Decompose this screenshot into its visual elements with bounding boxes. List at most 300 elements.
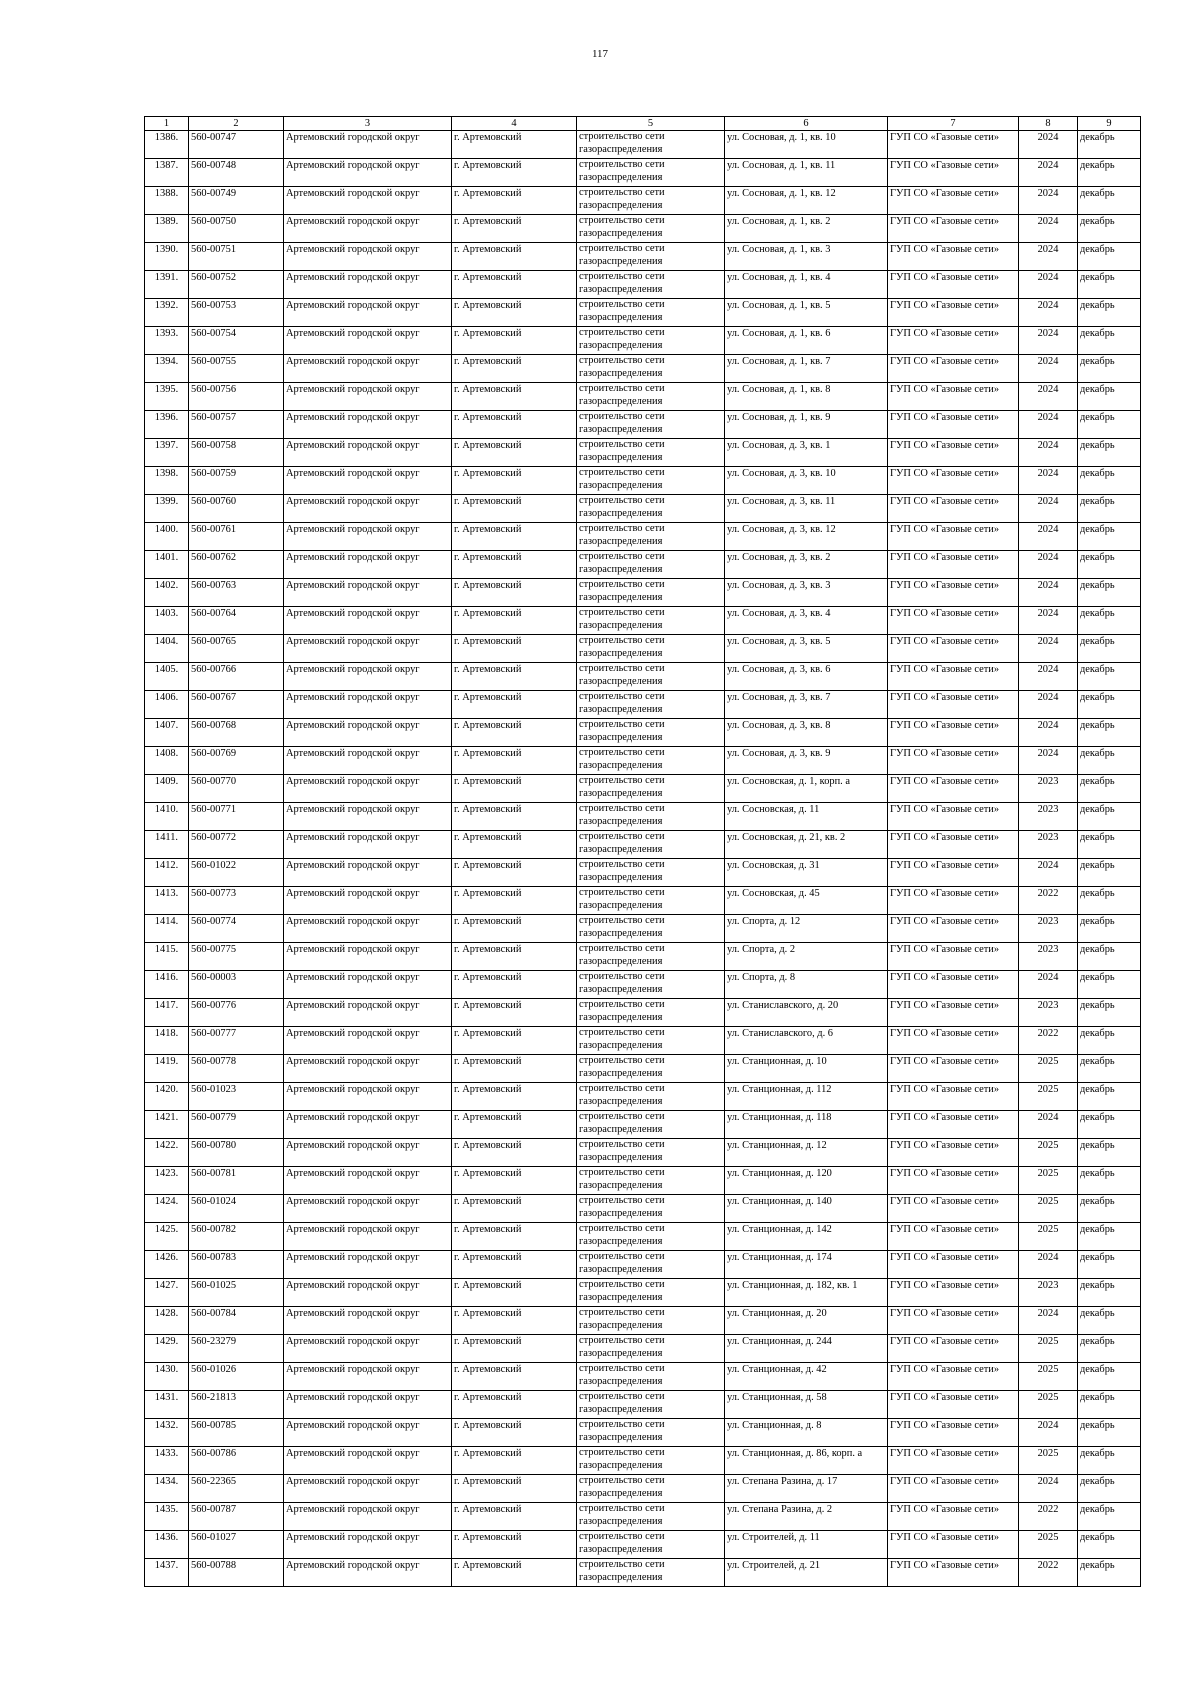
cell-settlement: г. Артемовский: [452, 1307, 577, 1335]
cell-year: 2023: [1019, 999, 1078, 1027]
cell-year: 2024: [1019, 1307, 1078, 1335]
cell-month: декабрь: [1078, 1391, 1141, 1419]
cell-work-type: строительство сети газораспределения: [577, 215, 725, 243]
cell-work-type: строительство сети газораспределения: [577, 1531, 725, 1559]
cell-month: декабрь: [1078, 579, 1141, 607]
cell-work-type: строительство сети газораспределения: [577, 999, 725, 1027]
cell-address: ул. Сосновая, д. 3, кв. 3: [725, 579, 888, 607]
cell-month: декабрь: [1078, 1055, 1141, 1083]
cell-work-type: строительство сети газораспределения: [577, 159, 725, 187]
cell-settlement: г. Артемовский: [452, 1559, 577, 1587]
cell-address: ул. Сосновая, д. 3, кв. 12: [725, 523, 888, 551]
cell-organization: ГУП СО «Газовые сети»: [888, 495, 1019, 523]
cell-municipality: Артемовский городской округ: [284, 579, 452, 607]
cell-row-number: 1394.: [145, 355, 189, 383]
cell-row-number: 1391.: [145, 271, 189, 299]
cell-work-type: строительство сети газораспределения: [577, 187, 725, 215]
cell-row-number: 1418.: [145, 1027, 189, 1055]
cell-month: декабрь: [1078, 439, 1141, 467]
cell-month: декабрь: [1078, 1195, 1141, 1223]
cell-month: декабрь: [1078, 859, 1141, 887]
cell-year: 2024: [1019, 971, 1078, 999]
cell-work-type: строительство сети газораспределения: [577, 663, 725, 691]
cell-year: 2024: [1019, 131, 1078, 159]
cell-work-type: строительство сети газораспределения: [577, 1363, 725, 1391]
cell-settlement: г. Артемовский: [452, 439, 577, 467]
cell-municipality: Артемовский городской округ: [284, 131, 452, 159]
cell-month: декабрь: [1078, 383, 1141, 411]
cell-work-type: строительство сети газораспределения: [577, 299, 725, 327]
cell-month: декабрь: [1078, 1167, 1141, 1195]
cell-row-number: 1409.: [145, 775, 189, 803]
cell-address: ул. Станционная, д. 86, корп. а: [725, 1447, 888, 1475]
cell-settlement: г. Артемовский: [452, 607, 577, 635]
cell-address: ул. Сосновая, д. 1, кв. 6: [725, 327, 888, 355]
cell-year: 2024: [1019, 467, 1078, 495]
cell-organization: ГУП СО «Газовые сети»: [888, 1167, 1019, 1195]
cell-settlement: г. Артемовский: [452, 1139, 577, 1167]
cell-address: ул. Строителей, д. 11: [725, 1531, 888, 1559]
column-header-7: 7: [888, 117, 1019, 131]
cell-row-number: 1408.: [145, 747, 189, 775]
cell-organization: ГУП СО «Газовые сети»: [888, 467, 1019, 495]
cell-work-type: строительство сети газораспределения: [577, 943, 725, 971]
cell-settlement: г. Артемовский: [452, 943, 577, 971]
cell-address: ул. Сосновая, д. 3, кв. 9: [725, 747, 888, 775]
cell-organization: ГУП СО «Газовые сети»: [888, 439, 1019, 467]
cell-address: ул. Станционная, д. 20: [725, 1307, 888, 1335]
table-row: [145, 1531, 1141, 1559]
cell-month: декабрь: [1078, 635, 1141, 663]
cell-month: декабрь: [1078, 607, 1141, 635]
cell-row-number: 1431.: [145, 1391, 189, 1419]
cell-object-code: 560-00748: [189, 159, 284, 187]
cell-work-type: строительство сети газораспределения: [577, 1167, 725, 1195]
cell-municipality: Артемовский городской округ: [284, 1223, 452, 1251]
cell-object-code: 560-00773: [189, 887, 284, 915]
cell-work-type: строительство сети газораспределения: [577, 719, 725, 747]
cell-settlement: г. Артемовский: [452, 747, 577, 775]
cell-organization: ГУП СО «Газовые сети»: [888, 719, 1019, 747]
column-header-5: 5: [577, 117, 725, 131]
cell-year: 2025: [1019, 1335, 1078, 1363]
cell-address: ул. Сосновая, д. 3, кв. 1: [725, 439, 888, 467]
cell-object-code: 560-00750: [189, 215, 284, 243]
cell-address: ул. Станиславского, д. 6: [725, 1027, 888, 1055]
cell-object-code: 560-00767: [189, 691, 284, 719]
cell-address: ул. Сосновая, д. 3, кв. 6: [725, 663, 888, 691]
cell-year: 2024: [1019, 1475, 1078, 1503]
cell-settlement: г. Артемовский: [452, 1279, 577, 1307]
cell-municipality: Артемовский городской округ: [284, 523, 452, 551]
cell-row-number: 1401.: [145, 551, 189, 579]
cell-organization: ГУП СО «Газовые сети»: [888, 271, 1019, 299]
cell-organization: ГУП СО «Газовые сети»: [888, 243, 1019, 271]
cell-work-type: строительство сети газораспределения: [577, 327, 725, 355]
cell-month: декабрь: [1078, 663, 1141, 691]
table-row: [145, 159, 1141, 187]
cell-year: 2024: [1019, 1419, 1078, 1447]
cell-settlement: г. Артемовский: [452, 271, 577, 299]
cell-organization: ГУП СО «Газовые сети»: [888, 775, 1019, 803]
cell-municipality: Артемовский городской округ: [284, 355, 452, 383]
cell-row-number: 1399.: [145, 495, 189, 523]
cell-row-number: 1402.: [145, 579, 189, 607]
cell-object-code: 560-00003: [189, 971, 284, 999]
cell-address: ул. Строителей, д. 21: [725, 1559, 888, 1587]
cell-row-number: 1412.: [145, 859, 189, 887]
cell-address: ул. Станционная, д. 182, кв. 1: [725, 1279, 888, 1307]
table-row: [145, 691, 1141, 719]
cell-year: 2024: [1019, 439, 1078, 467]
cell-municipality: Артемовский городской округ: [284, 775, 452, 803]
table-row: [145, 803, 1141, 831]
cell-object-code: 560-00771: [189, 803, 284, 831]
cell-row-number: 1400.: [145, 523, 189, 551]
table-row: [145, 1559, 1141, 1587]
cell-year: 2024: [1019, 271, 1078, 299]
cell-row-number: 1417.: [145, 999, 189, 1027]
cell-settlement: г. Артемовский: [452, 1503, 577, 1531]
table-row: [145, 1335, 1141, 1363]
cell-object-code: 560-01023: [189, 1083, 284, 1111]
cell-organization: ГУП СО «Газовые сети»: [888, 607, 1019, 635]
cell-municipality: Артемовский городской округ: [284, 1139, 452, 1167]
cell-organization: ГУП СО «Газовые сети»: [888, 299, 1019, 327]
cell-municipality: Артемовский городской округ: [284, 1055, 452, 1083]
cell-work-type: строительство сети газораспределения: [577, 1223, 725, 1251]
cell-year: 2025: [1019, 1195, 1078, 1223]
cell-organization: ГУП СО «Газовые сети»: [888, 1055, 1019, 1083]
cell-object-code: 560-01026: [189, 1363, 284, 1391]
column-header-4: 4: [452, 117, 577, 131]
cell-month: декабрь: [1078, 1559, 1141, 1587]
table-row: [145, 971, 1141, 999]
cell-row-number: 1435.: [145, 1503, 189, 1531]
cell-organization: ГУП СО «Газовые сети»: [888, 663, 1019, 691]
column-header-6: 6: [725, 117, 888, 131]
cell-month: декабрь: [1078, 1083, 1141, 1111]
cell-year: 2023: [1019, 1279, 1078, 1307]
cell-row-number: 1434.: [145, 1475, 189, 1503]
cell-year: 2023: [1019, 831, 1078, 859]
cell-month: декабрь: [1078, 411, 1141, 439]
cell-settlement: г. Артемовский: [452, 1419, 577, 1447]
cell-work-type: строительство сети газораспределения: [577, 1447, 725, 1475]
cell-settlement: г. Артемовский: [452, 551, 577, 579]
cell-object-code: 560-00780: [189, 1139, 284, 1167]
cell-organization: ГУП СО «Газовые сети»: [888, 691, 1019, 719]
cell-month: декабрь: [1078, 215, 1141, 243]
cell-object-code: 560-00768: [189, 719, 284, 747]
cell-settlement: г. Артемовский: [452, 215, 577, 243]
cell-organization: ГУП СО «Газовые сети»: [888, 859, 1019, 887]
cell-settlement: г. Артемовский: [452, 579, 577, 607]
cell-work-type: строительство сети газораспределения: [577, 1083, 725, 1111]
cell-settlement: г. Артемовский: [452, 1391, 577, 1419]
cell-municipality: Артемовский городской округ: [284, 915, 452, 943]
cell-month: декабрь: [1078, 299, 1141, 327]
cell-row-number: 1422.: [145, 1139, 189, 1167]
cell-object-code: 560-00775: [189, 943, 284, 971]
cell-municipality: Артемовский городской округ: [284, 1559, 452, 1587]
cell-municipality: Артемовский городской округ: [284, 1083, 452, 1111]
cell-work-type: строительство сети газораспределения: [577, 383, 725, 411]
cell-address: ул. Станционная, д. 120: [725, 1167, 888, 1195]
cell-municipality: Артемовский городской округ: [284, 1475, 452, 1503]
cell-year: 2024: [1019, 1111, 1078, 1139]
cell-object-code: 560-00785: [189, 1419, 284, 1447]
cell-address: ул. Сосновая, д. 3, кв. 7: [725, 691, 888, 719]
cell-row-number: 1404.: [145, 635, 189, 663]
table-row: [145, 383, 1141, 411]
cell-month: декабрь: [1078, 1363, 1141, 1391]
cell-settlement: г. Артемовский: [452, 999, 577, 1027]
cell-work-type: строительство сети газораспределения: [577, 1111, 725, 1139]
table-row: [145, 1111, 1141, 1139]
cell-year: 2024: [1019, 299, 1078, 327]
table-row: [145, 243, 1141, 271]
cell-year: 2024: [1019, 1251, 1078, 1279]
cell-settlement: г. Артемовский: [452, 159, 577, 187]
cell-row-number: 1386.: [145, 131, 189, 159]
cell-settlement: г. Артемовский: [452, 1531, 577, 1559]
cell-object-code: 560-00765: [189, 635, 284, 663]
cell-address: ул. Сосновая, д. 1, кв. 11: [725, 159, 888, 187]
cell-settlement: г. Артемовский: [452, 1223, 577, 1251]
cell-settlement: г. Артемовский: [452, 1447, 577, 1475]
cell-municipality: Артемовский городской округ: [284, 999, 452, 1027]
table-row: [145, 1223, 1141, 1251]
cell-organization: ГУП СО «Газовые сети»: [888, 1223, 1019, 1251]
cell-row-number: 1429.: [145, 1335, 189, 1363]
table-row: [145, 495, 1141, 523]
cell-object-code: 560-00782: [189, 1223, 284, 1251]
cell-row-number: 1411.: [145, 831, 189, 859]
cell-object-code: 560-00757: [189, 411, 284, 439]
cell-address: ул. Станционная, д. 118: [725, 1111, 888, 1139]
table-row: [145, 271, 1141, 299]
cell-settlement: г. Артемовский: [452, 467, 577, 495]
table-row: [145, 1195, 1141, 1223]
cell-address: ул. Спорта, д. 2: [725, 943, 888, 971]
cell-address: ул. Сосновая, д. 1, кв. 7: [725, 355, 888, 383]
cell-row-number: 1405.: [145, 663, 189, 691]
cell-object-code: 560-21813: [189, 1391, 284, 1419]
table-row: [145, 635, 1141, 663]
cell-month: декабрь: [1078, 747, 1141, 775]
cell-address: ул. Сосновая, д. 1, кв. 9: [725, 411, 888, 439]
cell-organization: ГУП СО «Газовые сети»: [888, 1531, 1019, 1559]
cell-year: 2024: [1019, 719, 1078, 747]
cell-address: ул. Сосновая, д. 1, кв. 4: [725, 271, 888, 299]
table-row: [145, 607, 1141, 635]
table-row: [145, 915, 1141, 943]
table-row: [145, 1447, 1141, 1475]
cell-work-type: строительство сети газораспределения: [577, 635, 725, 663]
cell-address: ул. Сосновская, д. 11: [725, 803, 888, 831]
cell-address: ул. Сосновая, д. 3, кв. 8: [725, 719, 888, 747]
table-row: [145, 887, 1141, 915]
table-row: [145, 999, 1141, 1027]
cell-municipality: Артемовский городской округ: [284, 187, 452, 215]
cell-municipality: Артемовский городской округ: [284, 1447, 452, 1475]
table-row: [145, 1251, 1141, 1279]
cell-municipality: Артемовский городской округ: [284, 271, 452, 299]
cell-work-type: строительство сети газораспределения: [577, 243, 725, 271]
cell-settlement: г. Артемовский: [452, 1475, 577, 1503]
cell-settlement: г. Артемовский: [452, 803, 577, 831]
table-row: [145, 355, 1141, 383]
cell-row-number: 1436.: [145, 1531, 189, 1559]
cell-settlement: г. Артемовский: [452, 775, 577, 803]
cell-object-code: 560-00788: [189, 1559, 284, 1587]
cell-object-code: 560-00787: [189, 1503, 284, 1531]
cell-year: 2025: [1019, 1055, 1078, 1083]
cell-municipality: Артемовский городской округ: [284, 495, 452, 523]
cell-object-code: 560-00770: [189, 775, 284, 803]
cell-object-code: 560-00777: [189, 1027, 284, 1055]
cell-row-number: 1427.: [145, 1279, 189, 1307]
cell-year: 2023: [1019, 803, 1078, 831]
cell-work-type: строительство сети газораспределения: [577, 607, 725, 635]
cell-object-code: 560-23279: [189, 1335, 284, 1363]
cell-work-type: строительство сети газораспределения: [577, 1307, 725, 1335]
cell-municipality: Артемовский городской округ: [284, 1279, 452, 1307]
cell-organization: ГУП СО «Газовые сети»: [888, 551, 1019, 579]
cell-row-number: 1433.: [145, 1447, 189, 1475]
cell-row-number: 1396.: [145, 411, 189, 439]
cell-month: декабрь: [1078, 831, 1141, 859]
cell-settlement: г. Артемовский: [452, 635, 577, 663]
cell-month: декабрь: [1078, 999, 1141, 1027]
cell-municipality: Артемовский городской округ: [284, 1027, 452, 1055]
cell-organization: ГУП СО «Газовые сети»: [888, 943, 1019, 971]
cell-settlement: г. Артемовский: [452, 1111, 577, 1139]
cell-municipality: Артемовский городской округ: [284, 719, 452, 747]
cell-row-number: 1428.: [145, 1307, 189, 1335]
cell-month: декабрь: [1078, 1447, 1141, 1475]
cell-work-type: строительство сети газораспределения: [577, 1195, 725, 1223]
cell-settlement: г. Артемовский: [452, 1167, 577, 1195]
cell-month: декабрь: [1078, 887, 1141, 915]
cell-municipality: Артемовский городской округ: [284, 943, 452, 971]
cell-year: 2024: [1019, 215, 1078, 243]
cell-work-type: строительство сети газораспределения: [577, 1027, 725, 1055]
cell-month: декабрь: [1078, 1279, 1141, 1307]
cell-year: 2024: [1019, 327, 1078, 355]
cell-settlement: г. Артемовский: [452, 327, 577, 355]
cell-organization: ГУП СО «Газовые сети»: [888, 803, 1019, 831]
cell-work-type: строительство сети газораспределения: [577, 579, 725, 607]
table-row: [145, 1363, 1141, 1391]
cell-organization: ГУП СО «Газовые сети»: [888, 159, 1019, 187]
cell-organization: ГУП СО «Газовые сети»: [888, 1111, 1019, 1139]
cell-organization: ГУП СО «Газовые сети»: [888, 411, 1019, 439]
cell-row-number: 1419.: [145, 1055, 189, 1083]
cell-organization: ГУП СО «Газовые сети»: [888, 887, 1019, 915]
cell-object-code: 560-00784: [189, 1307, 284, 1335]
cell-month: декабрь: [1078, 355, 1141, 383]
cell-organization: ГУП СО «Газовые сети»: [888, 971, 1019, 999]
cell-organization: ГУП СО «Газовые сети»: [888, 1419, 1019, 1447]
cell-settlement: г. Артемовский: [452, 131, 577, 159]
table-row: [145, 1503, 1141, 1531]
table-header: [145, 117, 1141, 131]
cell-organization: ГУП СО «Газовые сети»: [888, 327, 1019, 355]
cell-address: ул. Станционная, д. 42: [725, 1363, 888, 1391]
cell-work-type: строительство сети газораспределения: [577, 691, 725, 719]
cell-municipality: Артемовский городской округ: [284, 1503, 452, 1531]
cell-municipality: Артемовский городской округ: [284, 663, 452, 691]
cell-object-code: 560-00761: [189, 523, 284, 551]
cell-month: декабрь: [1078, 1419, 1141, 1447]
column-header-2: 2: [189, 117, 284, 131]
cell-year: 2022: [1019, 1027, 1078, 1055]
cell-municipality: Артемовский городской округ: [284, 1307, 452, 1335]
cell-object-code: 560-00778: [189, 1055, 284, 1083]
cell-organization: ГУП СО «Газовые сети»: [888, 1363, 1019, 1391]
cell-month: декабрь: [1078, 1223, 1141, 1251]
cell-month: декабрь: [1078, 1251, 1141, 1279]
table-row: [145, 215, 1141, 243]
cell-work-type: строительство сети газораспределения: [577, 887, 725, 915]
cell-organization: ГУП СО «Газовые сети»: [888, 1307, 1019, 1335]
cell-address: ул. Станционная, д. 244: [725, 1335, 888, 1363]
table-row: [145, 579, 1141, 607]
cell-row-number: 1410.: [145, 803, 189, 831]
cell-year: 2024: [1019, 243, 1078, 271]
cell-month: декабрь: [1078, 327, 1141, 355]
cell-municipality: Артемовский городской округ: [284, 1419, 452, 1447]
cell-object-code: 560-00759: [189, 467, 284, 495]
cell-address: ул. Сосновая, д. 3, кв. 2: [725, 551, 888, 579]
cell-settlement: г. Артемовский: [452, 495, 577, 523]
cell-address: ул. Спорта, д. 12: [725, 915, 888, 943]
cell-object-code: 560-00776: [189, 999, 284, 1027]
cell-object-code: 560-00786: [189, 1447, 284, 1475]
cell-municipality: Артемовский городской округ: [284, 1363, 452, 1391]
cell-work-type: строительство сети газораспределения: [577, 971, 725, 999]
cell-settlement: г. Артемовский: [452, 411, 577, 439]
cell-work-type: строительство сети газораспределения: [577, 495, 725, 523]
cell-settlement: г. Артемовский: [452, 691, 577, 719]
cell-month: декабрь: [1078, 1139, 1141, 1167]
cell-address: ул. Сосновская, д. 21, кв. 2: [725, 831, 888, 859]
cell-year: 2025: [1019, 1083, 1078, 1111]
cell-row-number: 1413.: [145, 887, 189, 915]
cell-month: декабрь: [1078, 1335, 1141, 1363]
cell-row-number: 1416.: [145, 971, 189, 999]
cell-address: ул. Станционная, д. 142: [725, 1223, 888, 1251]
cell-month: декабрь: [1078, 971, 1141, 999]
cell-month: декабрь: [1078, 1503, 1141, 1531]
cell-work-type: строительство сети газораспределения: [577, 439, 725, 467]
cell-row-number: 1395.: [145, 383, 189, 411]
cell-organization: ГУП СО «Газовые сети»: [888, 1279, 1019, 1307]
cell-organization: ГУП СО «Газовые сети»: [888, 1139, 1019, 1167]
cell-municipality: Артемовский городской округ: [284, 215, 452, 243]
cell-row-number: 1397.: [145, 439, 189, 467]
cell-work-type: строительство сети газораспределения: [577, 1335, 725, 1363]
cell-year: 2024: [1019, 607, 1078, 635]
cell-work-type: строительство сети газораспределения: [577, 1055, 725, 1083]
cell-year: 2024: [1019, 495, 1078, 523]
cell-row-number: 1407.: [145, 719, 189, 747]
cell-object-code: 560-01024: [189, 1195, 284, 1223]
cell-address: ул. Сосновая, д. 3, кв. 10: [725, 467, 888, 495]
cell-work-type: строительство сети газораспределения: [577, 775, 725, 803]
